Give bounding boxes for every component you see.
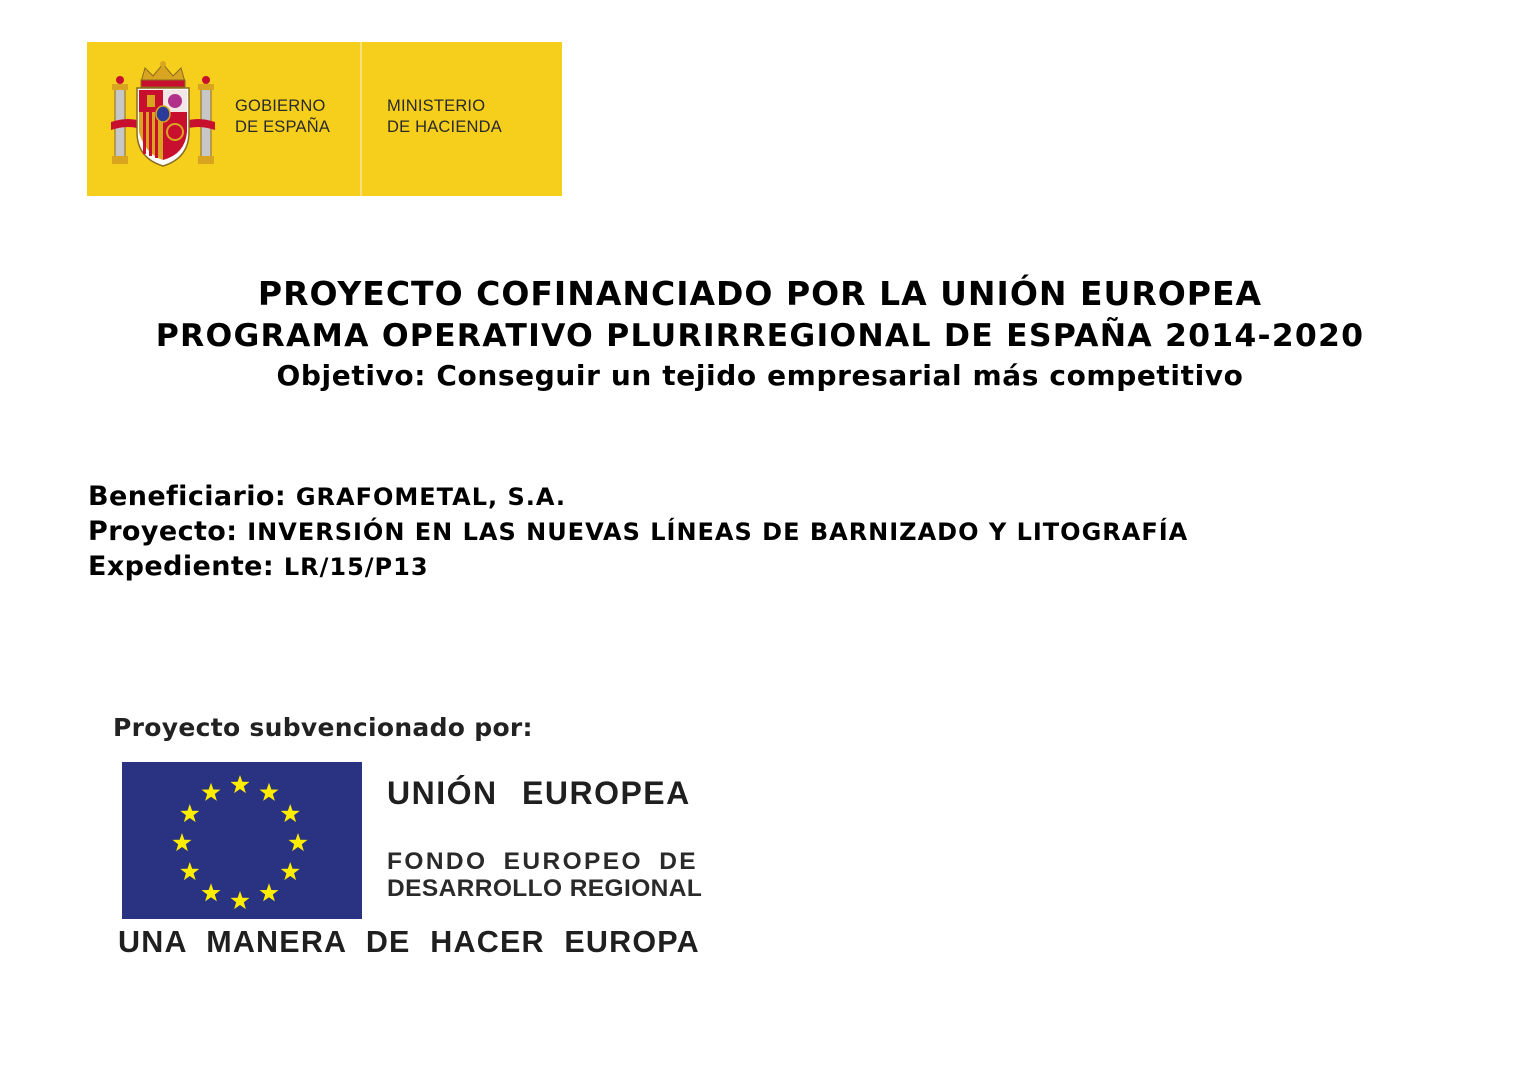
gobierno-logo <box>87 42 562 196</box>
beneficiario-label: Beneficiario: <box>88 481 296 512</box>
eu-flag-icon <box>122 762 362 919</box>
page-title: PROYECTO COFINANCIADO POR LA UNIÓN EUROPEA <box>257 274 1263 313</box>
coat-of-arms-icon <box>109 60 217 172</box>
eu-motto: UNA MANERA DE HACER EUROPA <box>118 925 700 959</box>
gov-left-line-2: DE ESPAÑA <box>235 118 331 136</box>
union-europea-title: UNIÓN EUROPEA <box>387 775 691 811</box>
program-title: PROGRAMA OPERATIVO PLURIRREGIONAL DE ESPAÑA 2014-2020 <box>155 318 1365 354</box>
ministerio-hacienda-text <box>387 96 502 138</box>
expediente-value: LR/15/P13 <box>283 553 429 581</box>
expediente-label: Expediente: <box>88 551 284 582</box>
gov-left-line-1: GOBIERNO <box>235 97 326 115</box>
gobierno-espana-text <box>235 96 330 138</box>
beneficiario-value: GRAFOMETAL, S.A. <box>295 483 567 511</box>
subvencionado-label: Proyecto subvencionado por: <box>113 713 533 742</box>
proyecto-label: Proyecto: <box>88 516 248 547</box>
objective-title: Objetivo: Conseguir un tejido empresarial más competitivo <box>276 359 1244 392</box>
proyecto-row <box>88 514 1188 549</box>
gov-right-line-1: MINISTERIO <box>387 97 486 115</box>
project-info <box>88 479 1188 584</box>
expediente-row <box>88 549 1188 584</box>
gov-divider <box>360 42 362 196</box>
page-header <box>0 272 1520 396</box>
feder-text <box>387 848 702 902</box>
gov-right-line-2: DE HACIENDA <box>387 118 502 136</box>
beneficiario-row <box>88 479 1188 514</box>
feder-line-1: FONDO EUROPEO DE <box>387 848 699 875</box>
feder-line-2: DESARROLLO REGIONAL <box>387 875 703 902</box>
proyecto-value: INVERSIÓN EN LAS NUEVAS LÍNEAS DE BARNIZADO Y LITOGRAFÍA <box>247 518 1189 546</box>
